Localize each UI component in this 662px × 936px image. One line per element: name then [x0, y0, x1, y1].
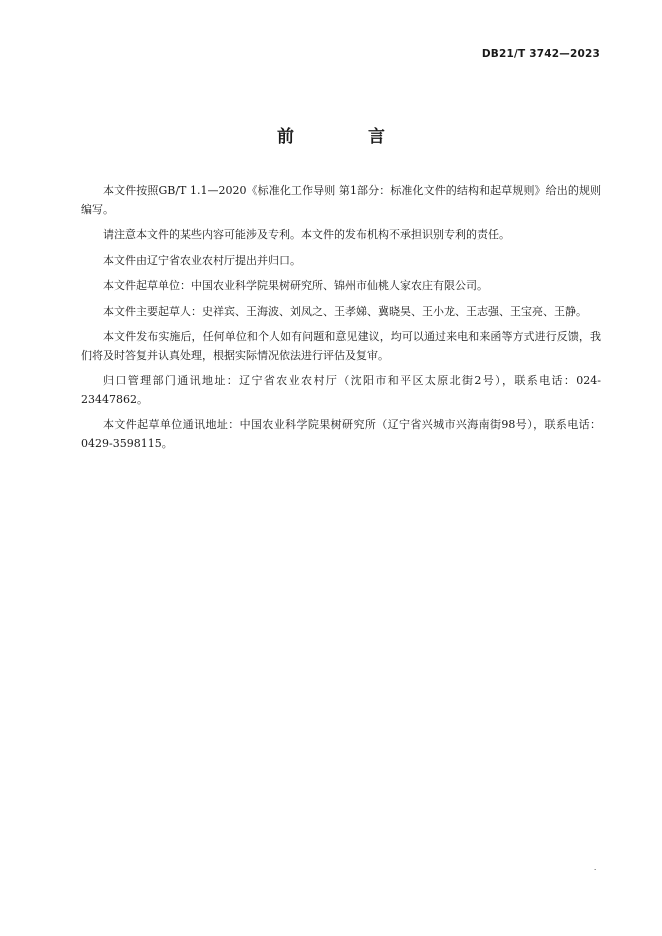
paragraph-admin-address: 归口管理部门通讯地址：辽宁省农业农村厅（沈阳市和平区太原北街2号），联系电话：024-23447862。 [81, 374, 601, 406]
foreword-body [81, 182, 601, 460]
page-number-mark: · [594, 866, 597, 874]
paragraph-patent-notice: 请注意本文件的某些内容可能涉及专利。本文件的发布机构不承担识别专利的责任。 [103, 228, 510, 241]
page-title: 前 言 [277, 127, 419, 147]
paragraph-drafting-units: 本文件起草单位：中国农业科学院果树研究所、锦州市仙桃人家农庄有限公司。 [103, 279, 488, 292]
paragraph-proposer: 本文件由辽宁省农业农村厅提出并归口。 [103, 253, 301, 267]
paragraph-feedback: 本文件发布实施后，任何单位和个人如有问题和意见建议，均可以通过来电和来函等方式进行反馈，我们将及时答复并认真处理，根据实际情况依法进行评估及复审。 [81, 330, 601, 362]
paragraph-drafting-rules: 本文件按照GB/T 1.1—2020《标准化工作导则 第1部分：标准化文件的结构和起草规则》给出的规则编写。 [81, 184, 601, 216]
paragraph-drafters: 本文件主要起草人：史祥宾、王海波、刘凤之、王孝娣、冀晓昊、王小龙、王志强、王宝亮、王静。 [103, 304, 587, 318]
paragraph-drafter-address: 本文件起草单位通讯地址：中国农业科学院果树研究所（辽宁省兴城市兴海南街98号），联系电话：0429-3598115。 [81, 418, 601, 450]
document-code: DB21/T 3742—2023 [481, 48, 600, 60]
